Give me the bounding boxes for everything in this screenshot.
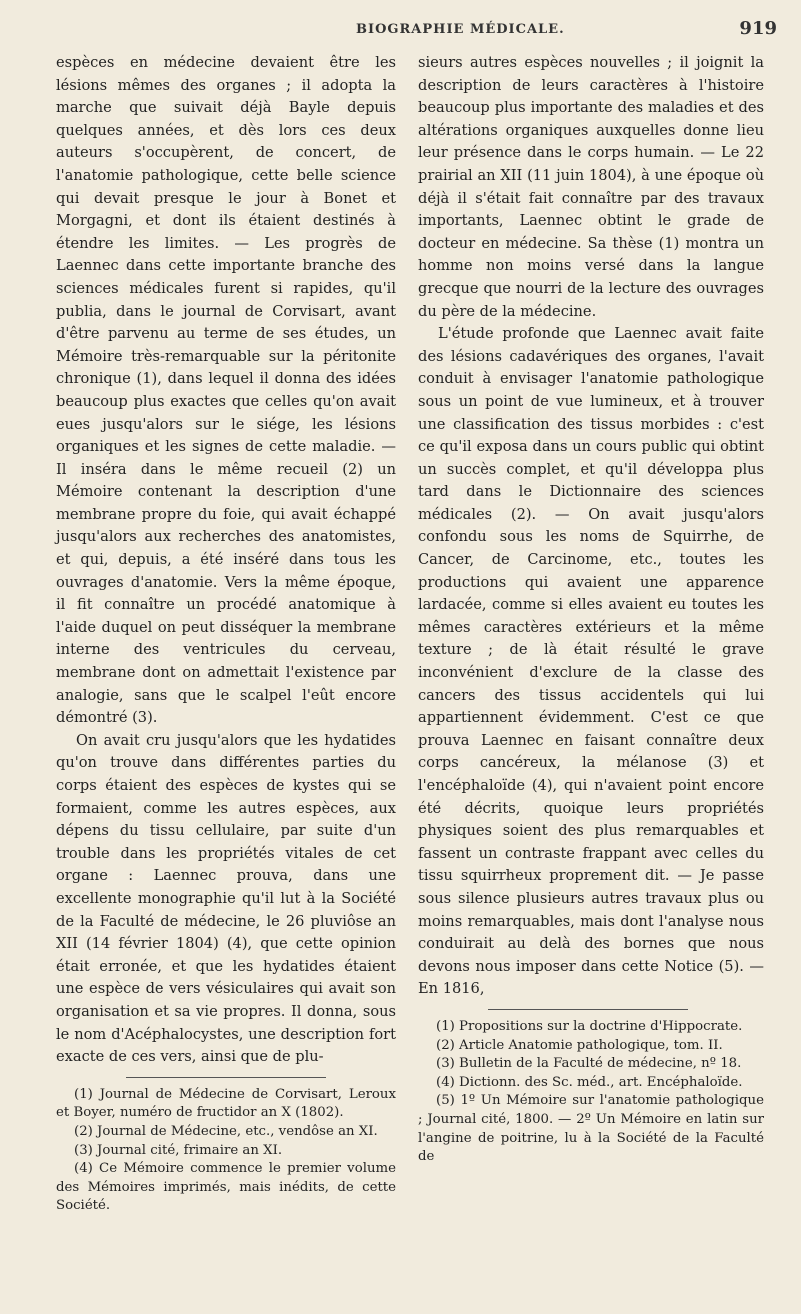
footnote: (4) Ce Mémoire commence le premier volume des Mémoires imprimés, mais inédits, de cette Société. <box>56 1161 396 1214</box>
right-column <box>418 52 764 1167</box>
footnote-rule <box>126 1077 326 1078</box>
footnote: (5) 1º Un Mémoire sur l'anatomie pathologique ; Journal cité, 1800. — 2º Un Mémoire en latin sur l'angine de poitrine, lu à la Société de la Faculté de <box>418 1093 764 1165</box>
body-paragraph: espèces en médecine devaient être les lésions mêmes des organes ; il adopta la marche que suivait déjà Bayle depuis quelques années, et dès lors ces deux auteurs s'occupèrent, de concert, de l'anatomie pathologique, cette belle science qui devait presque le jour à Bonet et Morgagni, et dont ils étaient destinés à étendre les limites. — Les progrès de Laennec dans cette importante branche des sciences médicales furent si rapides, qu'il publia, dans le journal de Corvisart, avant d'être parvenu au terme de ses études, un Mémoire très-remarquable sur la péritonite chronique (1), dans lequel il donna des idées beaucoup plus exactes que celles qu'on avait eues jusqu'alors sur le siége, les lésions organiques et les signes de cette maladie. — Il inséra dans le même recueil (2) un Mémoire contenant la description d'une membrane propre du foie, qui avait échappé jusqu'alors aux recherches des anatomistes, et qui, depuis, a été inséré dans tous les ouvrages d'anatomie. Vers la même époque, il fit connaître un procédé anatomique à l'aide duquel on peut disséquer la membrane interne des ventricules du cerveau, membrane dont on admettait l'existence par analogie, sans que le scalpel l'eût encore démontré (3). <box>56 54 396 727</box>
body-paragraph: sieurs autres espèces nouvelles ; il joignit la description de leurs caractères à l'histoire beaucoup plus importante des maladies et des altérations organiques auxquelles donne lieu leur présence dans le corps humain. — Le 22 prairial an XII (11 juin 1804), à une époque où déjà il s'était fait connaître par des travaux importants, Laennec obtint le grade de docteur en médecine. Sa thèse (1) montra un homme non moins versé dans la langue grecque que nourri de la lecture des ouvrages du père de la médecine. <box>418 54 764 320</box>
footnote: (4) Dictionn. des Sc. méd., art. Encéphaloïde. <box>436 1074 743 1090</box>
running-title: BIOGRAPHIE MÉDICALE. <box>356 22 565 37</box>
footnote-rule <box>488 1009 688 1010</box>
left-column <box>56 52 396 1216</box>
body-paragraph: On avait cru jusqu'alors que les hydatides qu'on trouve dans différentes parties du corps étaient des espèces de kystes qui se formaient, comme les autres espèces, aux dépens du tissu cellulaire, par suite d'un trouble dans les propriétés vitales de cet organe : Laennec prouva, dans une excellente monographie qu'il lut à la Société de la Faculté de médecine, le 26 pluviôse an XII (14 février 1804) (4), que cette opinion était erronée, et que les hydatides étaient une espèce de vers vésiculaires qui avait son organisation et sa vie propres. Il donna, sous le nom d'Acéphalocystes, une description fort exacte de ces vers, ainsi que de plu- <box>56 731 396 1066</box>
footnotes <box>56 1086 396 1216</box>
footnote: (1) Journal de Médecine de Corvisart, Leroux et Boyer, numéro de fructidor an X (1802). <box>56 1086 396 1121</box>
footnote: (3) Bulletin de la Faculté de médecine, nº 18. <box>436 1056 742 1072</box>
footnote: (2) Journal de Médecine, etc., vendôse an XI. <box>74 1123 378 1139</box>
body-paragraph: L'étude profonde que Laennec avait faite des lésions cadavériques des organes, l'avait conduit à envisager l'anatomie pathologique sous un point de vue lumineux, et à trouver une classification des tissus morbides : c'est ce qu'il exposa dans un cours public qui obtint un succès complet, et qu'il développa plus tard dans le Dictionnaire des sciences médicales (2). — On avait jusqu'alors confondu sous les noms de Squirrhe, de Cancer, de Carcinome, etc., toutes les productions qui avaient une apparence lardacée, comme si elles avaient eu toutes les mêmes caractères extérieurs et la même texture ; de là était résulté le grave inconvénient d'exclure de la classe des cancers des tissus accidentels qui lui appartiennent évidemment. C'est ce que prouva Laennec en faisant connaître deux corps cancéreux, la mélanose (3) et l'encéphaloïde (4), qui n'avaient point encore été décrits, quoique leurs propriétés physiques soient des plus remarquables et fassent un contraste frappant avec celles du tissu squirrheux proprement dit. — Je passe sous silence plusieurs autres travaux plus ou moins remarquables, mais dont l'analyse nous conduirait au delà des bornes que nous devons nous imposer dans cette Notice (5). — En 1816, <box>418 325 764 998</box>
footnotes <box>418 1018 764 1167</box>
page-number: 919 <box>739 18 777 39</box>
footnote: (1) Propositions sur la doctrine d'Hippocrate. <box>436 1018 743 1034</box>
footnote: (3) Journal cité, frimaire an XI. <box>74 1142 283 1158</box>
footnote: (2) Article Anatomie pathologique, tom. II. <box>436 1037 723 1053</box>
running-header <box>0 18 801 40</box>
